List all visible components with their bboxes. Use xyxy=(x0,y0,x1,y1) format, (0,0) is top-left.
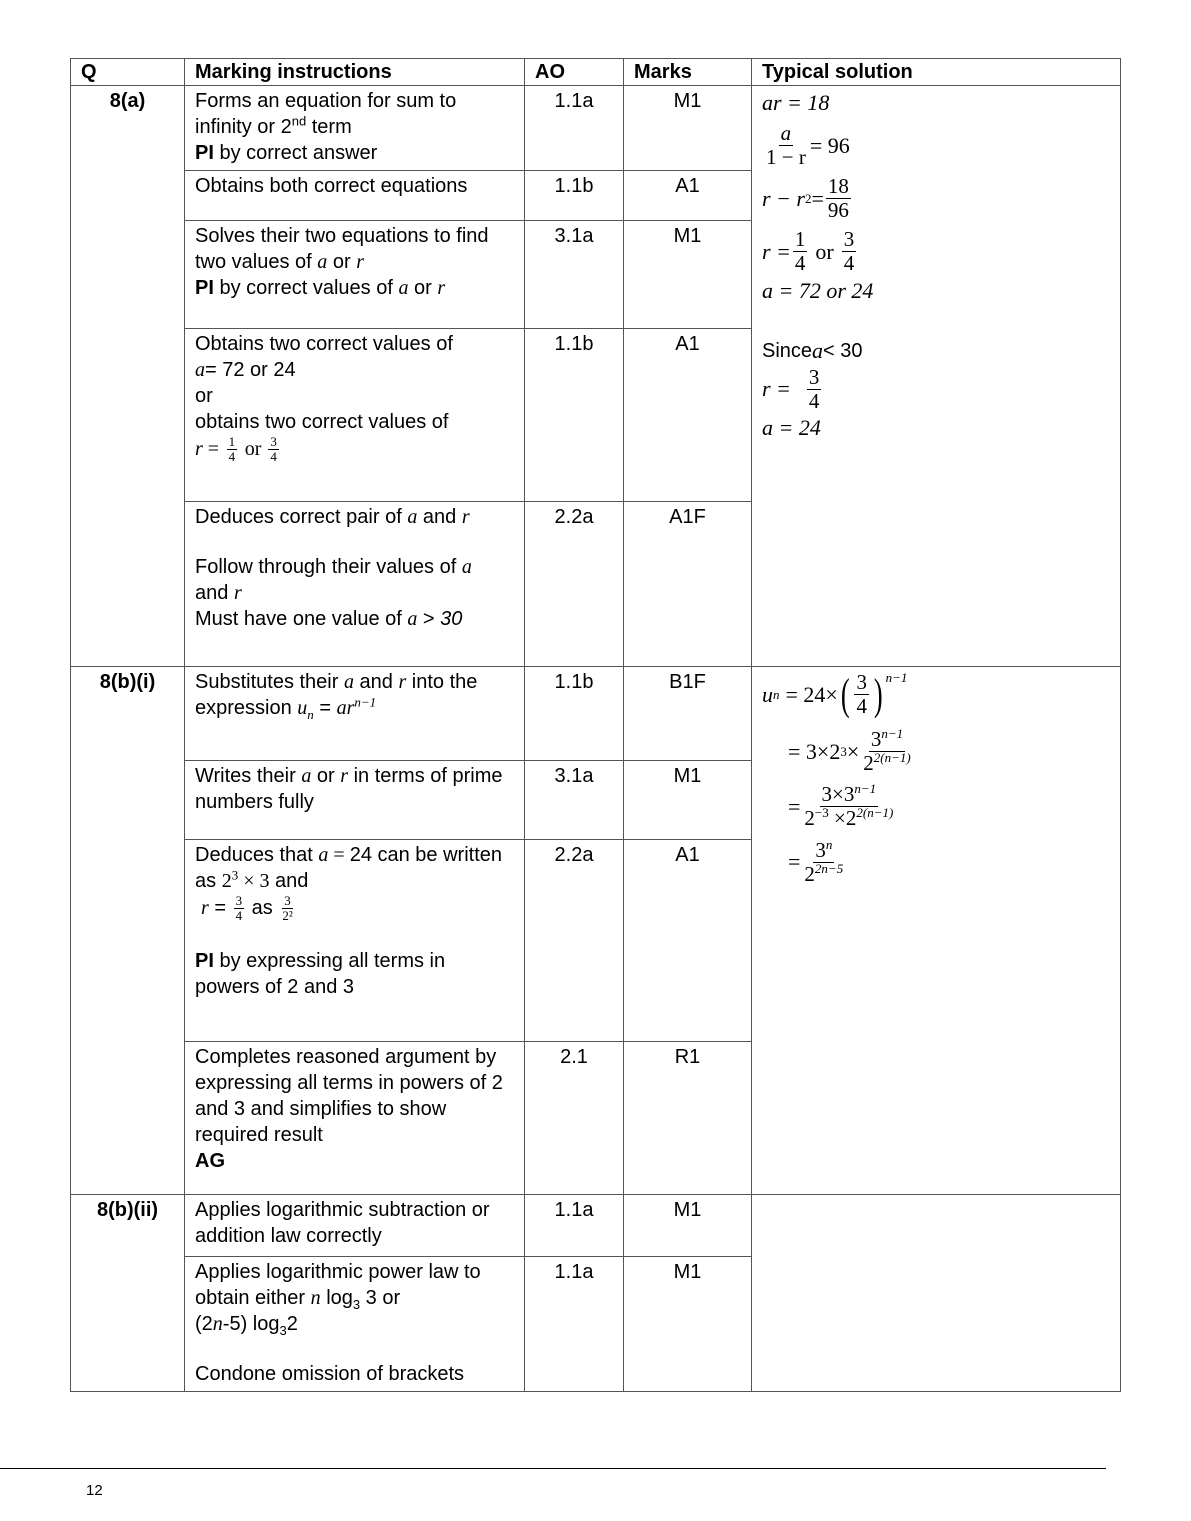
header-q: Q xyxy=(71,59,185,86)
instruction-cell: Obtains two correct values of a= 72 or 24 or obtains two correct values of r = $\frac{1}{4}$ or $\frac{3}{4}$ xyxy=(185,329,525,502)
footer-divider xyxy=(0,1468,1106,1469)
marks-cell: A1 xyxy=(624,840,752,1042)
marks-cell: A1F xyxy=(624,502,752,667)
marks-cell: R1 xyxy=(624,1042,752,1195)
marks-cell: M1 xyxy=(624,1257,752,1392)
header-marking-instructions: Marking instructions xyxy=(185,59,525,86)
instruction-cell: Forms an equation for sum to infinity or 2nd term PI by correct answer xyxy=(185,86,525,171)
ao-cell: 1.1a xyxy=(525,1257,624,1392)
ao-cell: 1.1b xyxy=(525,329,624,502)
marks-cell: M1 xyxy=(624,1195,752,1257)
marks-cell: B1F xyxy=(624,667,752,761)
instruction-cell: Applies logarithmic power law to obtain either n $\log_3 3$ or (2n-5) $\log_32$ Condone omission of brackets xyxy=(185,1257,525,1392)
ao-cell: 3.1a xyxy=(525,761,624,840)
instruction-cell: Solves their two equations to find two values of a or r PI by correct values of a or r xyxy=(185,221,525,329)
marks-cell: M1 xyxy=(624,86,752,171)
solution-cell-8a: ar = 18 $\frac{a}{1 - r}$ = 96 r − r 2 = $\frac{18}{96}$ r = $\frac{1}{4}$ or $\frac{3}{4}$ a = 72 or 24 Since a < 30 r = $\frac{3}{4}$ a = 24 xyxy=(752,86,1121,667)
instruction-cell: Writes their a or r in terms of prime numbers fully xyxy=(185,761,525,840)
table-row xyxy=(71,1195,1121,1257)
instruction-cell: Obtains both correct equations xyxy=(185,171,525,221)
page-number: 12 xyxy=(86,1482,103,1499)
table-row xyxy=(71,86,1121,171)
header-ao: AO xyxy=(525,59,624,86)
ao-cell: 1.1a xyxy=(525,1195,624,1257)
ao-cell: 1.1a xyxy=(525,86,624,171)
header-row xyxy=(71,59,1121,86)
marks-cell: M1 xyxy=(624,221,752,329)
instruction-cell: Applies logarithmic subtraction or addition law correctly xyxy=(185,1195,525,1257)
ao-cell: 1.1b xyxy=(525,667,624,761)
ao-cell: 2.1 xyxy=(525,1042,624,1195)
instruction-cell: Substitutes their a and r into the expression $u_n = ar^{n-1}$ xyxy=(185,667,525,761)
header-typical-solution: Typical solution xyxy=(752,59,1121,86)
marks-cell: M1 xyxy=(624,761,752,840)
header-marks: Marks xyxy=(624,59,752,86)
mark-scheme-table xyxy=(70,58,1121,1392)
solution-cell-8bi: u n = 24× ( $\frac{3}{4}$ ) $^{n-1}$ = 3×2 3 × $\frac{3^{n-1}}{2^{2(n-1)}}$ = $\frac{3\times 3^{n-1}}{2^{-3} \times 2^{2(n-1)}}$ = $\frac{3^n}{2^{2n-5}}$ xyxy=(752,667,1121,1195)
ao-cell: 1.1b xyxy=(525,171,624,221)
solution-cell-8bii xyxy=(752,1195,1121,1392)
ao-cell: 3.1a xyxy=(525,221,624,329)
question-label: 8(a) xyxy=(71,86,185,667)
instruction-cell: Deduces that a = 24 can be written as $2^3 \times 3$ and r = $\frac{3}{4}$ as $\frac{3}{\text{2²}}$ PI by expressing all terms in powers of 2 and 3 xyxy=(185,840,525,1042)
ao-cell: 2.2a xyxy=(525,502,624,667)
question-label: 8(b)(ii) xyxy=(71,1195,185,1392)
instruction-cell: Deduces correct pair of a and r Follow through their values of a and r Must have one value of a > 30 xyxy=(185,502,525,667)
ao-cell: 2.2a xyxy=(525,840,624,1042)
question-label: 8(b)(i) xyxy=(71,667,185,1195)
instruction-cell: Completes reasoned argument by expressing all terms in powers of 2 and 3 and simplifies to show required result AG xyxy=(185,1042,525,1195)
marks-cell: A1 xyxy=(624,171,752,221)
marks-cell: A1 xyxy=(624,329,752,502)
table-row xyxy=(71,667,1121,761)
